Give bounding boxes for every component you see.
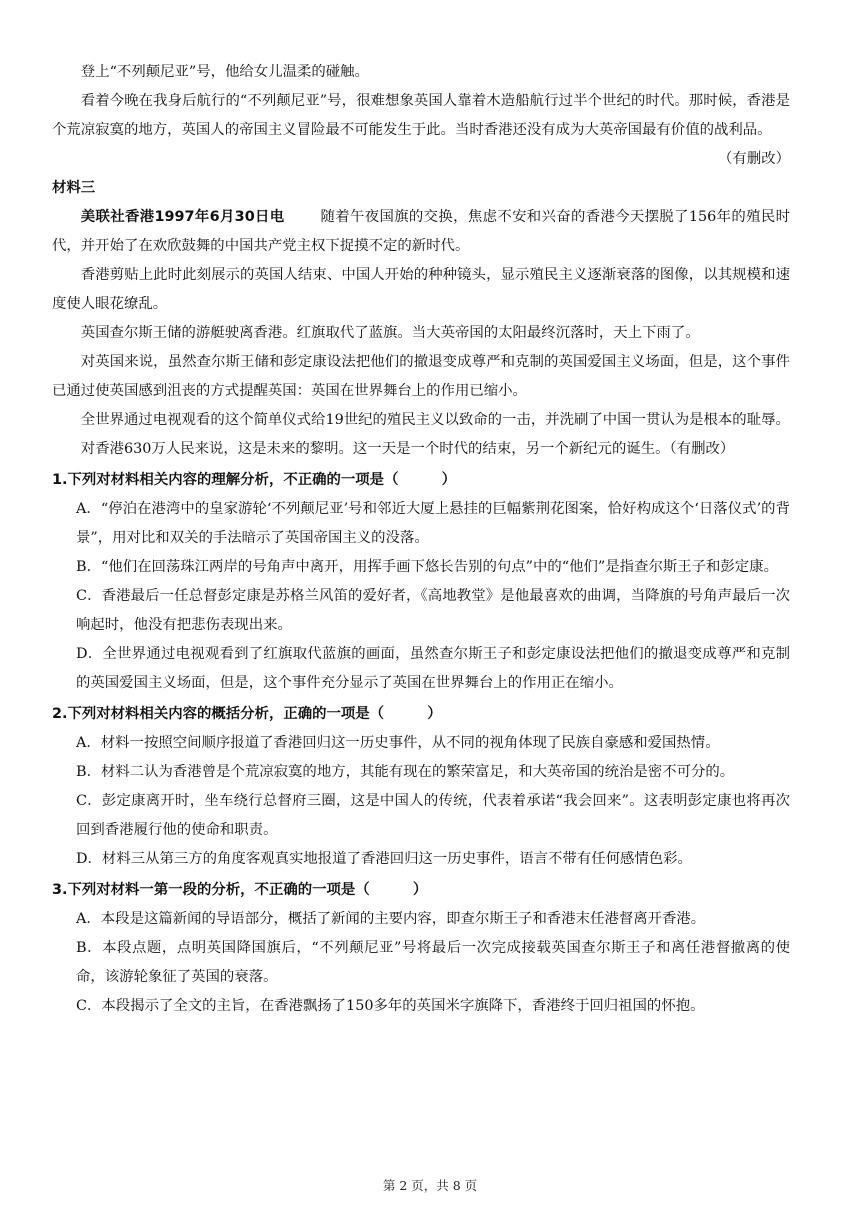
paragraph-text: 随着午夜国旗的交换，焦虑不安和兴奋的香港今天摆脱了156年的殖民时代，并开始了在欢欣鼓舞的中国共产党主权下捉摸不定的新时代。 [52, 209, 790, 254]
paragraph: 看着今晚在我身后航行的“不列颠尼亚”号，很难想象英国人靠着木造船航行过半个世纪的时代。那时候，香港是个荒凉寂寞的地方，英国人的帝国主义冒险最不可能发生于此。当时香港还没有成为大英帝国最有价值的战利品。 [52, 93, 790, 138]
answer-option: B．本段点题，点明英国降国旗后，“不列颠尼亚”号将最后一次完成接载英国查尔斯王子和离任港督撤离的使命，该游轮象征了英国的衰落。 [76, 940, 790, 985]
paragraph: 全世界通过电视观看的这个简单仪式给19世纪的殖民主义以致命的一击，并洗刷了中国一贯认为是根本的耻辱。 [80, 412, 790, 428]
question-title: 2.下列对材料相关内容的概括分析，正确的一项是（ ） [52, 706, 442, 722]
answer-option: B．“他们在回荡珠江两岸的号角声中离开，用挥手画下悠长告别的句点”中的“他们”是指查尔斯王子和彭定康。 [76, 559, 778, 575]
question-title: 1.下列对材料相关内容的理解分析，不正确的一项是（ ） [52, 472, 457, 488]
answer-option: A．材料一按照空间顺序报道了香港回归这一历史事件，从不同的视角体现了民族自豪感和爱国热情。 [76, 735, 720, 751]
paragraph: 英国查尔斯王储的游艇驶离香港。红旗取代了蓝旗。当大英帝国的太阳最终沉落时，天上下雨了。 [80, 325, 700, 341]
answer-option: D．全世界通过电视观看到了红旗取代蓝旗的画面，虽然查尔斯王子和彭定康设法把他们的撤退变成尊严和克制的英国爱国主义场面，但是，这个事件充分显示了英国在世界舞台上的作用正在缩小。 [76, 646, 790, 691]
paragraph: 对英国来说，虽然查尔斯王储和彭定康设法把他们的撤退变成尊严和克制的英国爱国主义场面，但是，这个事件已通过使英国感到沮丧的方式提醒英国：英国在世界舞台上的作用已缩小。 [52, 354, 790, 399]
answer-option: A．本段是这篇新闻的导语部分，概括了新闻的主要内容，即查尔斯王子和香港末任港督离开香港。 [76, 911, 706, 927]
answer-option: B．材料二认为香港曾是个荒凉寂寞的地方，其能有现在的繁荣富足，和大英帝国的统治是密不可分的。 [76, 764, 735, 780]
answer-option: C．彭定康离开时，坐车绕行总督府三圈，这是中国人的传统，代表着承诺“我会回来”。这表明彭定康也将再次回到香港履行他的使命和职责。 [76, 793, 790, 838]
paragraph: 香港剪贴上此时此刻展示的英国人结束、中国人开始的种种镜头，显示殖民主义逐渐衰落的图像，以其规模和速度使人眼花缭乱。 [52, 267, 790, 312]
dateline: 美联社香港1997年6月30日电 [80, 209, 285, 225]
answer-option: A．“停泊在港湾中的皇家游轮‘不列颠尼亚’号和邻近大厦上悬挂的巨幅紫荆花图案，恰好构成这个‘日落仪式’的背景”，用对比和双关的手法暗示了英国帝国主义的没落。 [76, 501, 790, 546]
answer-option: C．香港最后一任总督彭定康是苏格兰风笛的爱好者，《高地教堂》是他最喜欢的曲调，当降旗的号角声最后一次响起时，他没有把悲伤表现出来。 [76, 588, 790, 633]
page-footer: 第 2 页，共 8 页 [382, 1178, 478, 1193]
paragraph: 登上“不列颠尼亚”号，他给女儿温柔的碰触。 [80, 64, 369, 80]
paragraph: 对香港630万人民来说，这是未来的黎明。这一天是一个时代的结束，另一个新纪元的诞生。（有删改） [80, 441, 735, 457]
answer-option: C．本段揭示了全文的主旨，在香港飘扬了150多年的英国米字旗降下，香港终于回归祖国的怀抱。 [76, 998, 705, 1014]
section-heading-material3: 材料三 [52, 180, 96, 196]
paragraph [52, 203, 790, 261]
question-title: 3.下列对材料一第一段的分析，不正确的一项是（ ） [52, 882, 428, 898]
document-page [52, 58, 790, 1021]
answer-option: D．材料三从第三方的角度客观真实地报道了香港回归这一历史事件，语言不带有任何感情色彩。 [76, 851, 692, 867]
source-note: （有删改） [718, 151, 790, 167]
